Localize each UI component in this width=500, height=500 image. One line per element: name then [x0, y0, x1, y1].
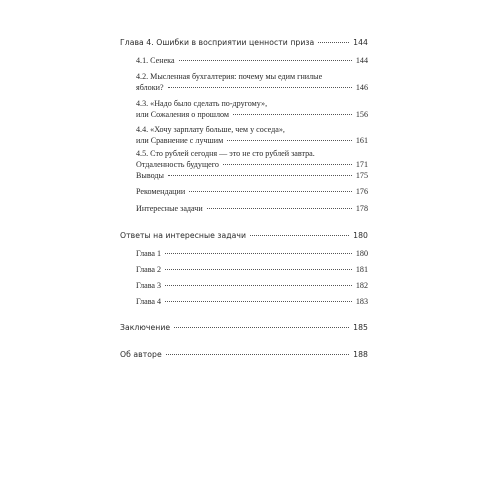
toc-entry-recommendations[interactable] — [120, 187, 368, 198]
toc-page-number: 180 — [355, 249, 368, 258]
toc-entry-title: 4.1. Сенека — [136, 56, 175, 65]
toc-entry-answers[interactable] — [120, 231, 368, 242]
dot-leader — [165, 285, 352, 286]
toc-entry-chapter-4[interactable] — [120, 38, 368, 49]
toc-page-number: 180 — [353, 231, 368, 240]
toc-entry-title: Глава 1 — [136, 249, 162, 258]
toc-page-number: 176 — [355, 187, 368, 196]
toc-entry-title: Глава 2 — [136, 265, 162, 274]
toc-page-number: 146 — [355, 82, 368, 92]
toc-entry-title: Выводы — [136, 171, 164, 180]
toc-entry-about-author[interactable] — [120, 350, 368, 361]
dot-leader — [189, 191, 352, 192]
toc-page-number: 183 — [355, 297, 368, 306]
toc-entry-title: Глава 3 — [136, 281, 162, 290]
toc-entry-title: Рекомендации — [136, 187, 186, 196]
toc-page-number: 144 — [355, 56, 368, 65]
dot-leader — [207, 208, 352, 209]
toc-page-number: 161 — [355, 135, 368, 145]
toc-entry-title-line2: или Сравнение с лучшим — [136, 135, 224, 145]
dot-leader — [223, 164, 352, 165]
toc-entry-title-line1: 4.3. «Надо было сделать по-другому», — [136, 99, 268, 108]
dot-leader — [174, 327, 349, 328]
dot-leader — [179, 60, 352, 61]
toc-entry-title-line2: или Сожаления о прошлом — [136, 109, 230, 119]
toc-entry-4-1[interactable] — [120, 56, 368, 67]
toc-page-number: 175 — [355, 171, 368, 180]
toc-entry-4-4[interactable] — [120, 125, 368, 146]
dot-leader — [250, 235, 349, 236]
toc-entry-title: Глава 4. Ошибки в восприятии ценности приза — [120, 38, 315, 47]
toc-entry-title-line1: 4.4. «Хочу зарплату больше, чем у соседа», — [136, 125, 285, 134]
toc-entry-answers-chapter-3[interactable] — [120, 281, 368, 292]
dot-leader — [168, 87, 352, 88]
toc-entry-title-line1: 4.2. Мысленная бухгалтерия: почему мы едим гнилые — [136, 72, 323, 81]
toc-entry-interesting-tasks[interactable] — [120, 204, 368, 215]
toc-entry-title-line1: 4.5. Сто рублей сегодня — это не сто рублей завтра. — [136, 149, 315, 158]
toc-entry-4-2[interactable] — [120, 72, 368, 93]
toc-entry-title: Глава 4 — [136, 297, 162, 306]
toc-entry-title-line2: яблоки? — [136, 82, 164, 92]
dot-leader — [318, 42, 349, 43]
dot-leader — [227, 140, 352, 141]
dot-leader — [233, 114, 352, 115]
toc-page-number: 181 — [355, 265, 368, 274]
toc-page-number: 178 — [355, 204, 368, 213]
toc-entry-title: Об авторе — [120, 350, 162, 359]
toc-page-number: 156 — [355, 109, 368, 119]
dot-leader — [166, 354, 349, 355]
toc-entry-answers-chapter-1[interactable] — [120, 249, 368, 260]
toc-page-number: 185 — [353, 323, 368, 332]
toc-entry-title: Ответы на интересные задачи — [120, 231, 247, 240]
toc-entry-title: Интересные задачи — [136, 204, 203, 213]
toc-page-number: 144 — [353, 38, 368, 47]
dot-leader — [165, 253, 352, 254]
toc-page-number: 171 — [355, 159, 368, 169]
dot-leader — [165, 301, 352, 302]
toc-page-number: 188 — [353, 350, 368, 359]
toc-entry-answers-chapter-2[interactable] — [120, 265, 368, 276]
toc-entry-conclusions[interactable] — [120, 171, 368, 182]
toc-entry-title: Заключение — [120, 323, 171, 332]
toc-page-number: 182 — [355, 281, 368, 290]
toc-entry-4-5[interactable] — [120, 149, 368, 170]
dot-leader — [168, 175, 352, 176]
toc-entry-answers-chapter-4[interactable] — [120, 297, 368, 308]
toc-entry-title-line2: Отдаленность будущего — [136, 159, 219, 169]
toc-entry-conclusion[interactable] — [120, 323, 368, 334]
dot-leader — [165, 269, 352, 270]
toc-entry-4-3[interactable] — [120, 99, 368, 120]
